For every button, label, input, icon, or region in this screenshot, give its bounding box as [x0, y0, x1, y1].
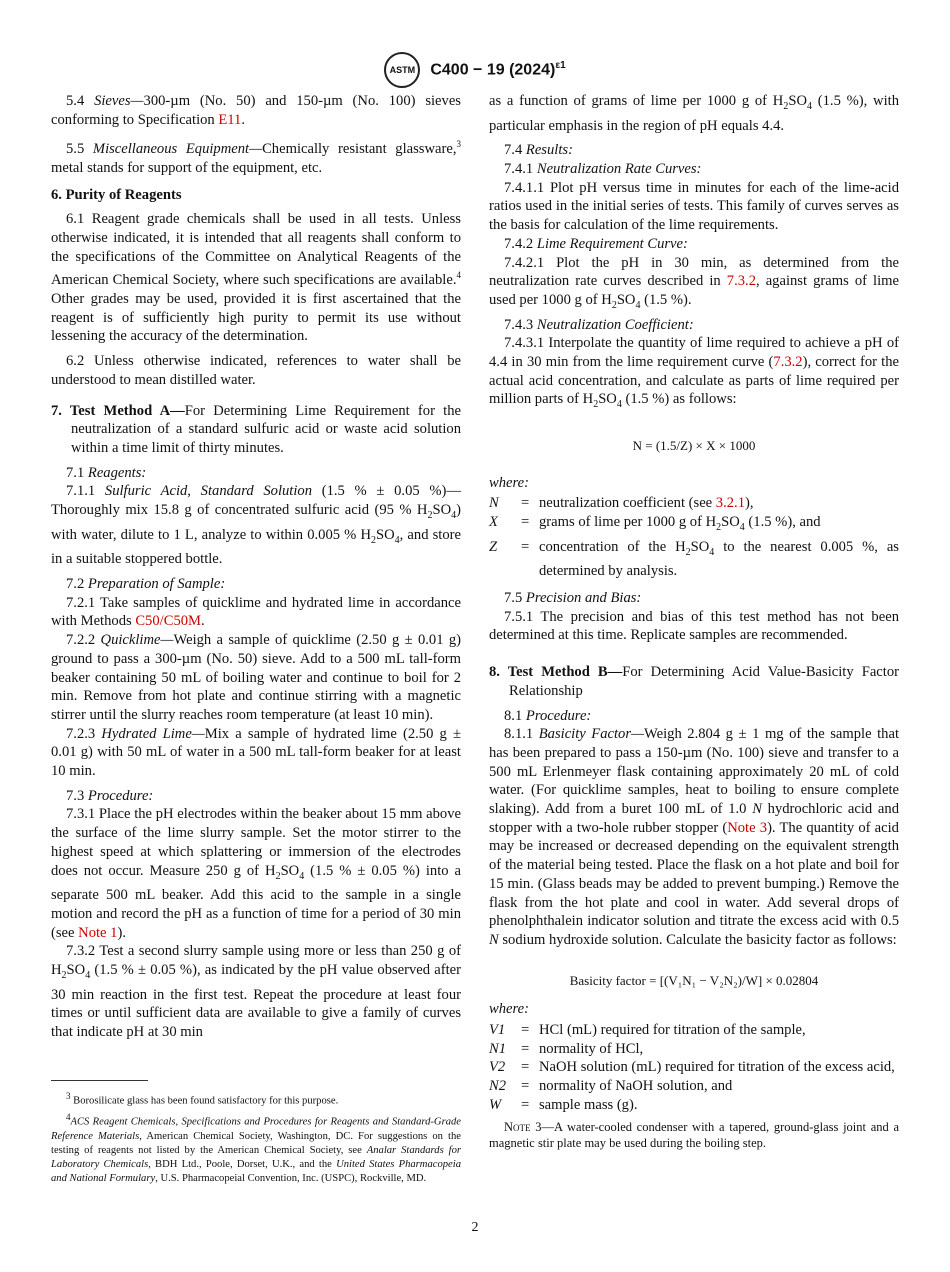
section-7-4-2-1: 7.4.2.1 Plot the pH in 30 min, as determined from the neutralization rate curves described in 7.3.2, against grams of lime used per 1000 g of $H_2SO_4$ (1.5 %). — [489, 254, 899, 311]
equation-basicity: Basicity factor = [(V₁N₁ − V₂N₂)/W] × 0.02804 — [569, 972, 819, 988]
ref-7-3-2-link-2[interactable]: 7.3.2 — [773, 353, 803, 370]
heading-7: 7. Test Method A—For Determining Lime Requirement for the neutralization of a standard sulfuric acid or waste acid solution within a time limit of thirty minutes. — [51, 402, 461, 456]
header — [0, 52, 950, 88]
footnote-rule — [51, 1080, 148, 1081]
section-8-1-1: 8.1.1 Basicity Factor—Weigh 2.804 g ± 1 mg of the sample that has been prepared to pass a 150-µm (No. 100) sieve and transfer to a 500 mL Erlenmeyer flask containing approximately 20 mL of cold water. (For quicklime samples, heat to boiling to ensure complete slaking). Add from a buret 100 mL of 1.0 N hydrochloric acid and stopper with a two-hole rubber stopper (Note 3). The quantity of acid may be increased or decreased depending on the equivalent strength of the material being tested. Place the flask on a hot plate and boil for 15 min. (Glass beads may be added to prevent bumping.) Remove the flask from the hot plate and cool in water. Add several drops of phenolphthalein indicator solution and titrate the excess acid with 0.5 N sodium hydroxide solution. Calculate the basicity factor as follows: — [489, 726, 899, 948]
section-5-4: 5.4 Sieves—300-µm (No. 50) and 150-µm (No. 100) sieves conforming to Specification E11. — [51, 93, 461, 128]
where-v1: V1 = HCl (mL) required for titration of the sample, — [489, 1022, 806, 1039]
section-6-2: 6.2 Unless otherwise indicated, references to water shall be understood to mean distilled water. — [51, 353, 461, 388]
section-7-4-3-1: 7.4.3.1 Interpolate the quantity of lime required to achieve a pH of 4.4 in 30 min from the lime requirement curve (7.3.2), correct for the actual acid concentration, and calculate as parts of lime required per million parts of $H_2SO_4$ (1.5 %) as follows: — [489, 335, 899, 411]
where-v2: V2 = NaOH solution (mL) required for titration of the excess acid, — [489, 1059, 895, 1076]
section-7-5-1: 7.5.1 The precision and bias of this test method has not been determined at this time. Replicate samples are recommended. — [489, 608, 899, 644]
ref-c50-link[interactable]: C50/C50M — [135, 613, 202, 630]
footnote-3: $^3$ Borosilicate glass has been found satisfactory for this purpose. — [66, 1090, 339, 1107]
section-7-1: 7.1 Reagents: — [66, 464, 147, 481]
standard-designation: C400 − 19 $(2024)^{\varepsilon 1}$ — [430, 60, 566, 79]
ref-note-3-link[interactable]: Note 3 — [727, 819, 768, 836]
where-n1: N1 = normality of HCl, — [489, 1040, 644, 1057]
left-column — [51, 92, 461, 1188]
section-6-1: 6.1 Reagent grade chemicals shall be used in all tests. Unless otherwise indicated, it is intended that all reagents shall conform to the specifications of the Committee on Analytical Reagents of the American Chemical Society, where such specifications are available.$^4$ Other grades may be used, provided it is first ascertained that the reagent is of sufficiently high purity to permit its use without lessening the accuracy of the determination. — [51, 211, 461, 345]
ref-note-1-link[interactable]: Note 1 — [78, 924, 118, 941]
heading-6: 6. Purity of Reagents — [51, 186, 182, 203]
section-7-2-3: 7.2.3 Hydrated Lime—Mix a sample of hydrated lime (2.50 g ± 0.01 g) with 50 mL of water in a 500 mL tall-form beaker for at least 10 min. — [51, 725, 461, 780]
ref-e11-link[interactable]: E11 — [218, 111, 242, 128]
section-7-4: 7.4 Results: — [504, 142, 573, 159]
section-7-2-2: 7.2.2 Quicklime—Weigh a sample of quicklime (2.50 g ± 0.01 g) ground to pass a 300-µm (No. 50) sieve. Add to a 500 mL tall-form beaker containing 50 mL of boiling water and continue to boil for 2 min. Remove from hot plate and continue stirring with a magnetic stirrer until the slurry reaches room temperature (at least 10 min). — [51, 632, 461, 723]
footnote-4: $^4$ACS Reagent Chemicals, Specifications and Procedures for Reagents and Standard-Grade Reference Materials, American Chemical Society, Washington, DC. For suggestions on the testing of reagents not listed by the American Chemical Society, see Analar Standards for Laboratory Chemicals, BDH Ltd., Poole, Dorset, U.K., and the United States Pharmacopeia and National Formulary, U.S. Pharmacopeial Convention, Inc. (USPC), Rockville, MD. — [51, 1112, 462, 1184]
page-number: 2 — [471, 1220, 479, 1235]
right-column — [489, 92, 899, 1157]
section-7-2: 7.2 Preparation of Sample: — [66, 576, 226, 592]
where-n: N = neutralization coefficient (see 3.2.1), — [489, 495, 754, 512]
ref-7-3-2-link[interactable]: 7.3.2 — [726, 273, 756, 290]
note-3: Note 3—A water-cooled condenser with a tapered, ground-glass joint and a magnetic stir plate may be used during the boiling step. — [489, 1119, 899, 1150]
section-8-1: 8.1 Procedure: — [504, 707, 592, 724]
ref-3-2-1-link[interactable]: 3.2.1 — [715, 495, 745, 512]
section-7-1-1: 7.1.1 Sulfuric Acid, Standard Solution (1.5 % ± 0.05 %)—Thoroughly mix 15.8 g of concentrated sulfuric acid (95 % $H_2SO_4$) with water, dilute to 1 L, analyze to within 0.005 % $H_2SO_4$, and store in a suitable stoppered bottle. — [51, 483, 461, 568]
astm-logo: ASTM — [384, 52, 420, 88]
section-7-3-2-continued: as a function of grams of lime per 1000 g of $H_2SO_4$ (1.5 %), with particular emphasis in the region of pH equals 4.4. — [489, 93, 899, 134]
where-label: where: — [489, 474, 529, 491]
section-7-3-2: 7.3.2 Test a second slurry sample using more or less than 250 g of $H_2SO_4$ (1.5 % ± 0.05 %), as indicated by the pH value observed after 30 min reaction in the first test. Repeat the procedure at least four times or until sufficient data are available to give a family of curves that indicate pH at 30 min — [51, 943, 461, 1040]
section-7-5: 7.5 Precision and Bias: — [504, 590, 642, 606]
section-7-3-1: 7.3.1 Place the pH electrodes within the beaker about 15 mm above the surface of the lime slurry sample. Set the motor stirrer to the highest speed at which splattering or immersion of the electrodes does not occur. Measure 250 g of $H_2SO_4$ (1.5 % ± 0.05 %) into a separate 500 mL beaker. Add this acid to the sample in a single motion and record the pH as a function of time for a period of 30 min (see Note 1). — [51, 806, 461, 941]
section-7-4-1: 7.4.1 Neutralization Rate Curves: — [504, 161, 702, 178]
where-n2: N2 = normality of NaOH solution, and — [489, 1078, 733, 1095]
where-label-2: where: — [489, 1001, 529, 1018]
section-7-4-2: 7.4.2 Lime Requirement Curve: — [504, 235, 688, 252]
section-7-2-1: 7.2.1 Take samples of quicklime and hydrated lime in accordance with Methods C50/C50M. — [51, 594, 461, 630]
where-z: Z = concentration of the $H_2SO_4$ to the nearest 0.005 %, as determined by analysis. — [489, 538, 899, 580]
section-5-5: 5.5 Miscellaneous Equipment—Chemically resistant glassware,$^3$ metal stands for support of the equipment, etc. — [51, 139, 461, 176]
where-w: W = sample mass (g). — [489, 1096, 638, 1113]
section-7-4-1-1: 7.4.1.1 Plot pH versus time in minutes for each of the lime-acid ratios used in the initial series of tests. This family of curves serves as the basis for calculation of the lime requirements. — [489, 179, 899, 234]
heading-8: 8. Test Method B—For Determining Acid Value-Basicity Factor Relationship — [489, 664, 899, 699]
equation-neutralization: N = (1.5/Z) × X × 1000 — [632, 437, 756, 453]
section-7-4-3: 7.4.3 Neutralization Coefficient: — [504, 316, 694, 333]
where-x: X = grams of lime per 1000 g of $H_2SO_4$ (1.5 %), and — [489, 514, 821, 533]
section-7-3: 7.3 Procedure: — [66, 787, 154, 804]
